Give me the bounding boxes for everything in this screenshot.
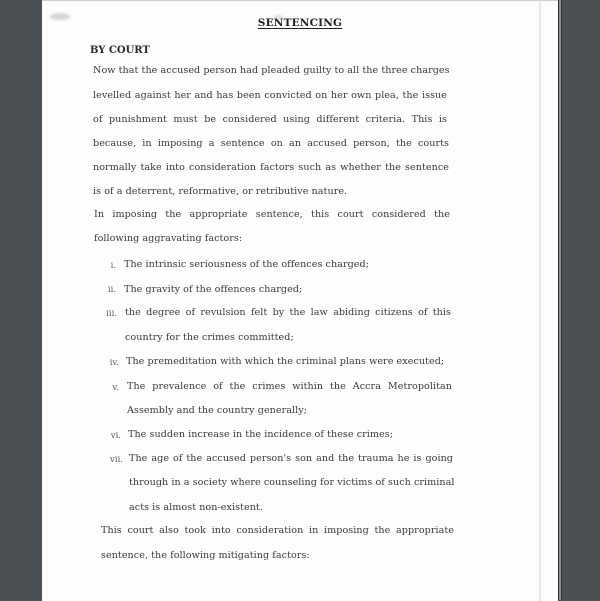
document-page	[42, 0, 558, 601]
list-item-line: country for the crimes committed;	[125, 332, 294, 343]
paragraph-line: following aggravating factors:	[94, 233, 243, 244]
list-number: iv.	[109, 358, 119, 368]
list-item-line: through in a society where counseling for victims of such criminal	[129, 477, 455, 488]
list-item-line: The intrinsic seriousness of the offences charged;	[124, 259, 369, 270]
list-item-line: The prevalence of the crimes within the Accra Metropolitan	[127, 381, 452, 392]
list-item-line: The age of the accused person's son and the trauma he is going	[129, 453, 453, 464]
list-item-line: Assembly and the country generally;	[127, 405, 308, 416]
paragraph-line: levelled against her and has been convicted on her own plea, the issue	[93, 90, 447, 101]
paragraph-line: of punishment must be considered using different criteria. This is	[93, 114, 447, 125]
list-item-line: acts is almost non-existent.	[129, 502, 263, 513]
list-item-line: The gravity of the offences charged;	[124, 284, 303, 295]
list-item-line: The premeditation with which the criminal plans were executed;	[126, 356, 445, 367]
viewer-page-border	[558, 0, 562, 600]
section-heading: BY COURT	[90, 45, 150, 56]
list-number: vi.	[110, 431, 121, 441]
list-number: iii.	[106, 309, 117, 319]
list-number: v.	[112, 383, 119, 393]
list-number: ii.	[107, 285, 116, 295]
paragraph-line: sentence, the following mitigating factors:	[101, 550, 310, 561]
paragraph-line: because, in imposing a sentence on an accused person, the courts	[93, 138, 449, 149]
paragraph-line: This court also took into consideration in imposing the appropriate	[101, 525, 454, 536]
paragraph-line: In imposing the appropriate sentence, this court considered the	[94, 209, 450, 220]
list-number: vii.	[110, 455, 123, 465]
list-item-line: The sudden increase in the incidence of these crimes;	[128, 429, 394, 440]
paragraph-line: normally take into consideration factors such as whether the sentence	[93, 162, 449, 173]
list-number: i.	[110, 261, 116, 271]
page-title: SENTENCING	[257, 17, 343, 29]
scan-edge-line	[539, 1, 541, 601]
paragraph-line: Now that the accused person had pleaded guilty to all the three charges	[93, 65, 450, 76]
list-item-line: the degree of revulsion felt by the law abiding citizens of this	[125, 307, 451, 318]
paragraph-line: is of a deterrent, reformative, or retributive nature.	[93, 186, 348, 197]
